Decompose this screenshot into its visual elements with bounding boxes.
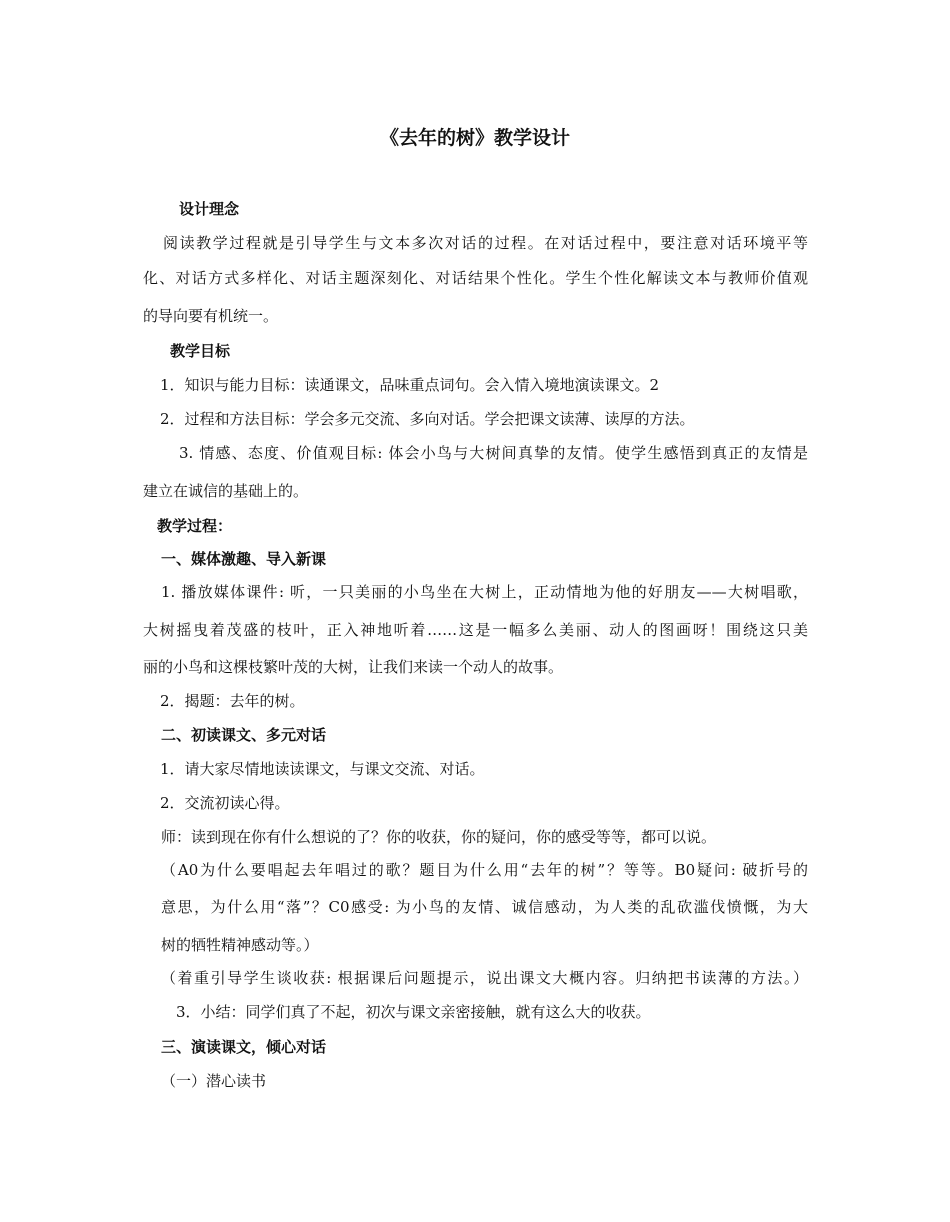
paragraph-line: 1．请大家尽情地读读课文，与课文交流、对话。: [160, 760, 485, 778]
document-title: 《去年的树》教学设计: [379, 127, 570, 149]
paragraph-line: 1. 播放媒体课件: 听，一只美丽的小鸟坐在大树上，正动情地为他的好朋友——大树唱歌，: [161, 583, 808, 601]
paragraph-line: 师：读到现在你有什么想说的了？你的收获，你的疑问，你的感受等等，都可以说。: [161, 828, 717, 846]
section-heading-3: 三、演读课文，倾心对话: [161, 1038, 327, 1056]
paragraph-line: 意思，为什么用“落”？C0感受: 为小鸟的友情、诚信感动，为人类的乱砍滥伐愤慨，为大: [161, 898, 808, 916]
paragraph-line: 大树摇曳着茂盛的枝叶，正入神地听着……这是一幅多么美丽、动人的图画呀！围绕这只美: [143, 621, 808, 639]
goal-item-1: 1．知识与能力目标：读通课文，品味重点词句。会入情入境地演读课文。2: [160, 376, 660, 394]
heading-teaching-goals: 教学目标: [170, 342, 231, 360]
paragraph-line: 建立在诚信的基础上的。: [143, 482, 309, 500]
goal-item-3: 3. 情感、态度、价值观目标: 体会小鸟与大树间真挚的友情。使学生感悟到真正的友情是: [179, 444, 808, 462]
paragraph-line: 树的牺牲精神感动等。）: [161, 936, 319, 954]
paragraph-line: 丽的小鸟和这棵枝繁叶茂的大树，让我们来读一个动人的故事。: [143, 658, 564, 676]
paragraph-line: （着重引导学生谈收获: 根据课后问题提示，说出课文大概内容。归纳把书读薄的方法。）: [161, 969, 808, 987]
paragraph-line: 的导向要有机统一。: [143, 307, 279, 325]
paragraph-line: （A0为什么要唱起去年唱过的歌？题目为什么用“去年的树”？等等。B0疑问: 破折号的: [161, 861, 808, 879]
paragraph-line: 阅读教学过程就是引导学生与文本多次对话的过程。在对话过程中，要注意对话环境平等: [163, 234, 808, 252]
heading-design-concept: 设计理念: [179, 200, 240, 218]
paragraph-line: 化、对话方式多样化、对话主题深刻化、对话结果个性化。学生个性化解读文本与教师价值观: [143, 269, 808, 287]
section-heading-1: 一、媒体激趣、导入新课: [161, 550, 327, 568]
heading-teaching-process: 教学过程：: [157, 517, 233, 535]
paragraph-line: 2．交流初读心得。: [160, 794, 290, 812]
paragraph-line: （一）潜心读书: [161, 1072, 267, 1090]
section-heading-2: 二、初读课文、多元对话: [161, 726, 327, 744]
goal-item-2: 2．过程和方法目标：学会多元交流、多向对话。学会把课文读薄、读厚的方法。: [160, 410, 695, 428]
paragraph-line: 3．小结：同学们真了不起，初次与课文亲密接触，就有这么大的收获。: [176, 1003, 651, 1021]
paragraph-line: 2．揭题：去年的树。: [160, 692, 305, 710]
